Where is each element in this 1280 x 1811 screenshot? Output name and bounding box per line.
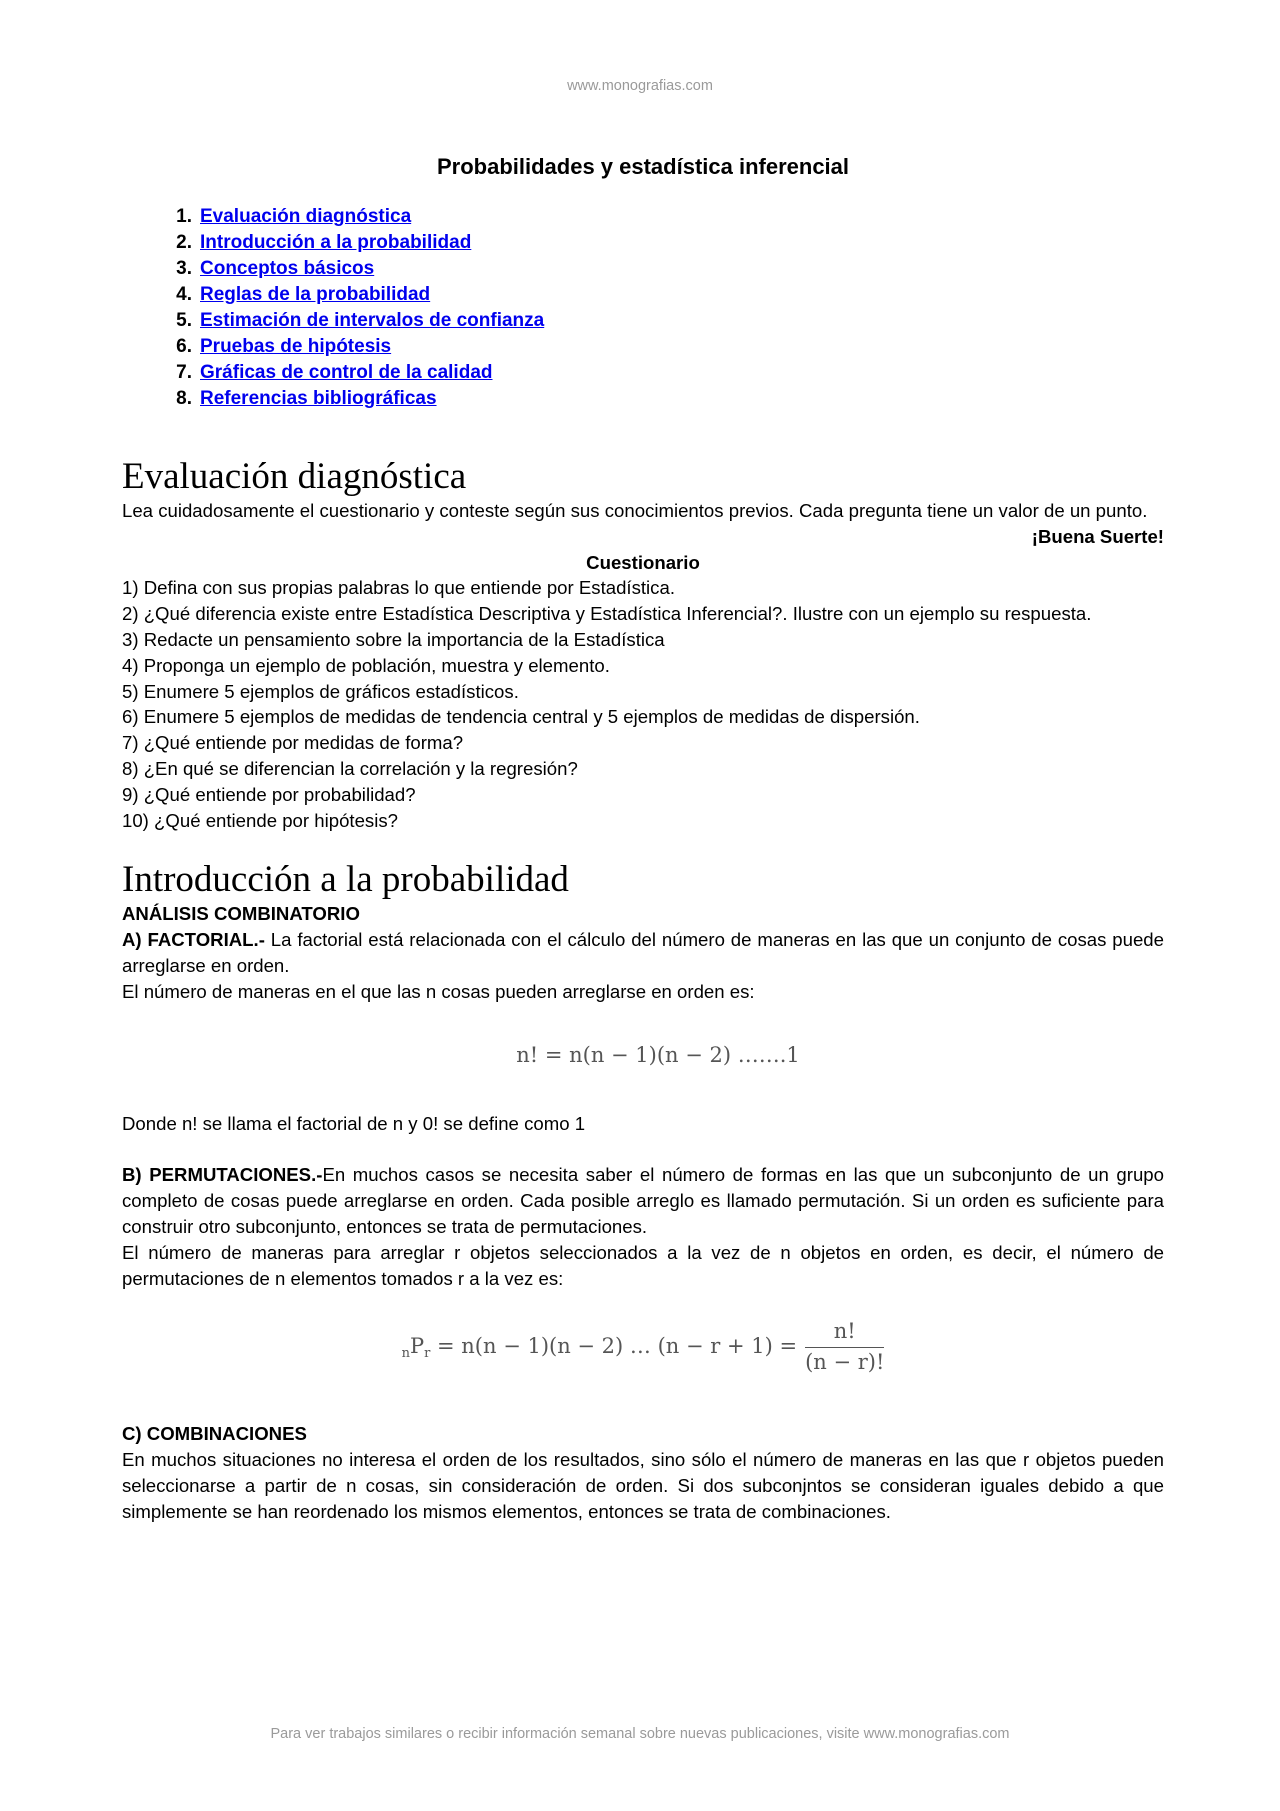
question-item: 4) Proponga un ejemplo de población, muestra y elemento.	[122, 654, 610, 676]
toc-link-pruebas[interactable]: Pruebas de hipótesis	[200, 336, 392, 357]
factorial-formula: n! = n(n − 1)(n − 2) …….1	[516, 1042, 800, 1067]
formula-fraction	[805, 1319, 884, 1376]
formula-p: P	[409, 1334, 425, 1359]
question-item: 2) ¿Qué diferencia existe entre Estadística Descriptiva y Estadística Inferencial?. Ilustre con un ejemplo su respuesta.	[122, 603, 1092, 625]
toc-link-estimacion[interactable]: Estimación de intervalos de confianza	[200, 310, 545, 331]
section-heading-introduccion: Introducción a la probabilidad	[122, 859, 569, 901]
fraction-denominator: (n − r)!	[805, 1350, 885, 1375]
permutation-formula	[122, 1319, 1164, 1381]
toc-item: 1. Evaluación diagnóstica	[176, 206, 412, 227]
factorial-note: Donde n! se llama el factorial de n y 0! se define como 1	[122, 1112, 586, 1134]
permutation-text-2: El número de maneras para arreglar r objetos seleccionados a la vez de n objetos en orden, es decir, el número de permutaciones de n elementos tomados r a la vez es:	[122, 1241, 1164, 1289]
question-item: 3) Redacte un pensamiento sobre la importancia de la Estadística	[122, 628, 665, 650]
section-heading-evaluacion: Evaluación diagnóstica	[122, 456, 467, 497]
question-item: 8) ¿En qué se diferencian la correlación y la regresión?	[122, 757, 578, 779]
combinations-text: En muchos situaciones no interesa el orden de los resultados, sino sólo el número de maneras en las que r objetos pueden seleccionarse a partir de n cosas, sin consideración de orden. Si dos subconjntos se consideran iguales debido a que simplemente se han reordenado los mismos elementos, entonces se trata de combinaciones.	[122, 1449, 1164, 1522]
quiz-title: Cuestionario	[586, 551, 700, 573]
question-item: 9) ¿Qué entiende por probabilidad?	[122, 783, 416, 805]
toc-item: 6. Pruebas de hipótesis	[176, 336, 392, 357]
formula-body: = n(n − 1)(n − 2) … (n − r + 1) =	[430, 1334, 798, 1359]
toc-item: 5. Estimación de intervalos de confianza	[176, 310, 545, 331]
toc-link-evaluacion[interactable]: Evaluación diagnóstica	[200, 206, 412, 227]
permutation-label: B) PERMUTACIONES.-	[122, 1164, 323, 1186]
toc-item: 7. Gráficas de control de la calidad	[176, 362, 493, 383]
question-item: 10) ¿Qué entiende por hipótesis?	[122, 809, 398, 831]
document-title: Probabilidades y estadística inferencial	[436, 154, 850, 179]
factorial-label: A) FACTORIAL.-	[122, 929, 265, 951]
toc-link-reglas[interactable]: Reglas de la probabilidad	[200, 284, 431, 305]
toc-item: 4. Reglas de la probabilidad	[176, 284, 431, 305]
question-item: 6) Enumere 5 ejemplos de medidas de tendencia central y 5 ejemplos de medidas de dispersión.	[122, 706, 920, 728]
toc-link-conceptos[interactable]: Conceptos básicos	[200, 258, 375, 279]
page-header: www.monografias.com	[567, 78, 713, 94]
question-item: 5) Enumere 5 ejemplos de gráficos estadísticos.	[122, 680, 519, 702]
toc-link-graficas[interactable]: Gráficas de control de la calidad	[200, 362, 493, 383]
question-list	[122, 575, 1164, 833]
question-item: 1) Defina con sus propias palabras lo que entiende por Estadística.	[122, 577, 675, 599]
combinations-label: C) COMBINACIONES	[122, 1423, 307, 1445]
toc-item: 8. Referencias bibliográficas	[176, 388, 437, 409]
factorial-paragraph	[122, 927, 1164, 979]
formula-subscript-n: n	[401, 1346, 410, 1362]
factorial-text-2: El número de maneras en el que las n cosas pueden arreglarse en orden es:	[122, 980, 755, 1002]
toc-item: 3. Conceptos básicos	[176, 258, 375, 279]
factorial-text: La factorial está relacionada con el cálculo del número de maneras en las que un conjunto de cosas puede arreglarse en orden.	[122, 929, 1164, 976]
toc-link-referencias[interactable]: Referencias bibliográficas	[200, 388, 437, 409]
toc-item: 2. Introducción a la probabilidad	[176, 232, 472, 253]
good-luck-text: ¡Buena Suerte!	[1031, 525, 1164, 547]
document-body	[122, 152, 1164, 1525]
toc-link-introduccion[interactable]: Introducción a la probabilidad	[200, 232, 472, 253]
permutation-paragraph	[122, 1162, 1164, 1239]
table-of-contents	[122, 204, 1164, 412]
subheading-analisis: ANÁLISIS COMBINATORIO	[122, 903, 360, 925]
fraction-numerator: n!	[805, 1319, 884, 1348]
permutation-text: En muchos casos se necesita saber el número de formas en las que un subconjunto de un grupo completo de cosas puede arreglarse en orden. Cada posible arreglo es llamado permutación. Si un orden es suficiente para construir otro subconjunto, entonces se trata de permutaciones.	[122, 1164, 1164, 1237]
section-intro: Lea cuidadosamente el cuestionario y conteste según sus conocimientos previos. Cada pregunta tiene un valor de un punto.	[122, 500, 1148, 521]
formula-subscript-r: r	[424, 1346, 431, 1362]
page-footer: Para ver trabajos similares o recibir información semanal sobre nuevas publicaciones, visite www.monografias.com	[270, 1726, 1010, 1742]
question-item: 7) ¿Qué entiende por medidas de forma?	[122, 732, 464, 754]
